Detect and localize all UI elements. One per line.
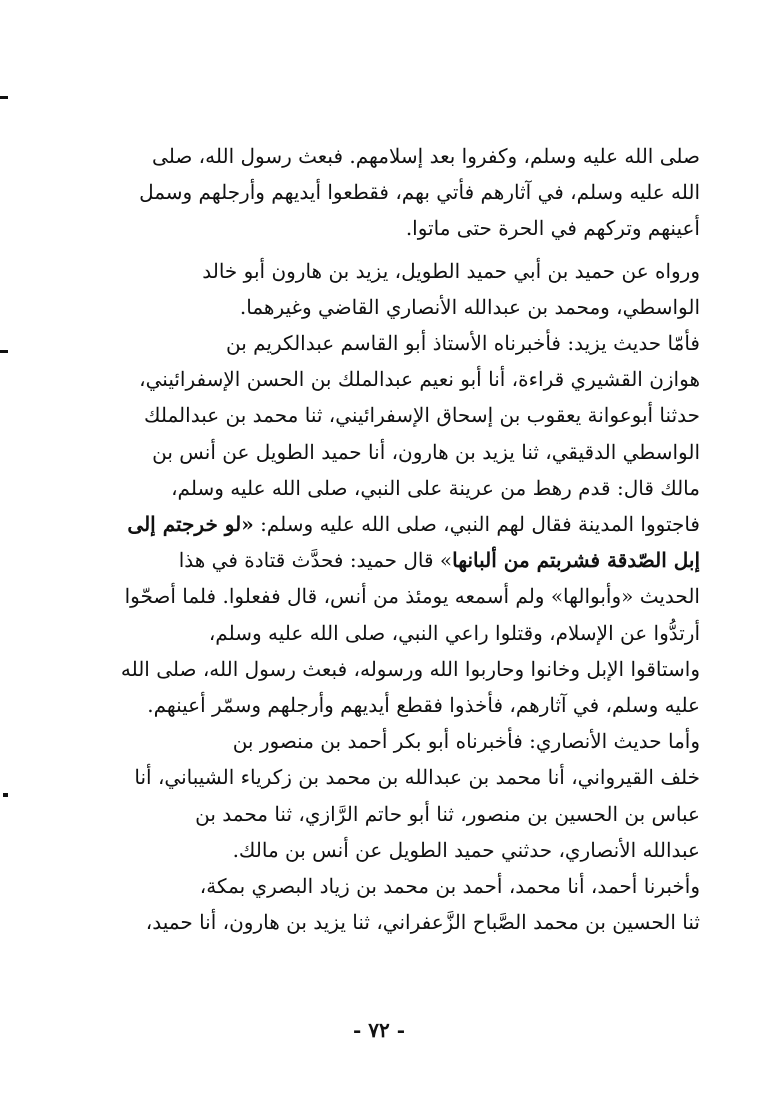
text-line: حدثنا أبوعوانة يعقوب بن إسحاق الإسفرائيني، ثنا محمد بن عبدالملك — [144, 403, 700, 428]
text-line: صلى الله عليه وسلم، وكفروا بعد إسلامهم. فبعث رسول الله، صلى — [152, 144, 700, 168]
text-line — [60, 506, 700, 542]
hadith-quote: إبل الصّدقة فشربتم من ألبانها — [452, 548, 700, 573]
paragraph-4 — [60, 723, 700, 868]
text-line: الواسطي، ومحمد بن عبدالله الأنصاري القاضي وغيرهما. — [239, 294, 700, 319]
text-line: خلف القيرواني، أنا محمد بن عبدالله بن محمد بن زكرياء الشيباني، أنا — [134, 765, 700, 790]
paragraph-3 — [60, 325, 700, 723]
margin-mark — [3, 793, 8, 797]
text-segment: فاجتووا المدينة فقال لهم النبي، صلى الله عليه وسلم: — [260, 512, 700, 537]
margin-mark — [0, 96, 8, 99]
paragraph-5 — [60, 868, 700, 940]
text-line: فأمّا حديث يزيد: فأخبرناه الأستاذ أبو القاسم عبدالكريم بن — [225, 331, 700, 356]
text-line: مالك قال: قدم رهط من عرينة على النبي، صلى الله عليه وسلم، — [171, 475, 700, 500]
text-line: وأخبرنا أحمد، أنا محمد، أحمد بن محمد بن زياد البصري بمكة، — [199, 874, 700, 899]
text-line: الله عليه وسلم، في آثارهم فأتي بهم، فقطعوا أيديهم وأرجلهم وسمل — [139, 180, 700, 205]
text-line — [60, 542, 700, 578]
text-line: هوازن القشيري قراءة، أنا أبو نعيم عبدالملك بن الحسن الإسفرائيني، — [139, 367, 700, 392]
text-line: عباس بن الحسين بن منصور، ثنا أبو حاتم الرَّازي، ثنا محمد بن — [195, 801, 700, 826]
page-number: - ٧٢ - — [352, 1018, 405, 1042]
text-line: عليه وسلم، في آثارهم، فأخذوا فقطع أيديهم وأرجلهم وسمّر أعينهم. — [147, 693, 700, 718]
hadith-quote-intro: «لو خرجتم إلى — [127, 512, 254, 537]
text-line: أرتدُّوا عن الإسلام، وقتلوا راعي النبي، صلى الله عليه وسلم، — [208, 620, 700, 645]
text-line: الحديث «وأبوالها» ولم أسمعه يومئذ من أنس، قال ففعلوا. فلما أصحّوا — [124, 584, 700, 609]
text-line: واستاقوا الإبل وخانوا وحاربوا الله ورسوله، فبعث رسول الله، صلى الله — [120, 656, 700, 681]
text-line: عبدالله الأنصاري، حدثني حميد الطويل عن أنس بن مالك. — [232, 837, 700, 862]
paragraph-2 — [60, 253, 700, 325]
text-line: ورواه عن حميد بن أبي حميد الطويل، يزيد بن هارون أبو خالد — [202, 258, 700, 283]
text-line: أعينهم وتركهم في الحرة حتى ماتوا. — [405, 216, 700, 241]
text-line: ثنا الحسين بن محمد الصَّباح الزَّعفراني، ثنا يزيد بن هارون، أنا حميد، — [145, 910, 700, 935]
margin-mark — [0, 350, 8, 353]
text-line: وأما حديث الأنصاري: فأخبرناه أبو بكر أحمد بن منصور بن — [232, 729, 700, 754]
text-segment: » قال حميد: فحدَّث قتادة في هذا — [178, 548, 453, 573]
document-body — [60, 138, 700, 940]
text-line: الواسطي الدقيقي، ثنا يزيد بن هارون، أنا حميد الطويل عن أنس بن — [152, 439, 700, 464]
paragraph-1 — [60, 138, 700, 247]
